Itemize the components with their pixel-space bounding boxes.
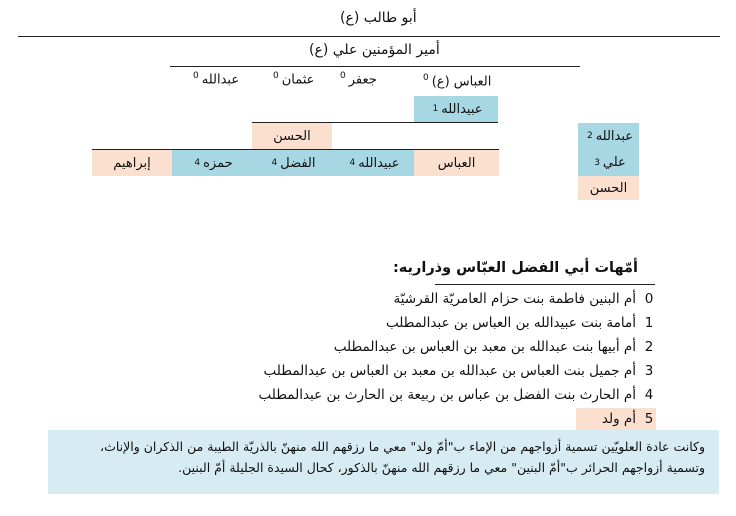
right-ali-box: علي 3 — [578, 149, 639, 176]
list-item: 1أمامة بنت عبيدالله بن العباس بن عبدالمطلب — [385, 315, 654, 331]
row-hamza-box: حمزه 4 — [172, 150, 252, 176]
son-abbas: العباس (ع)$^0$ — [423, 73, 492, 90]
son-uthman: عثمان$^0$ — [273, 71, 315, 88]
list-item: 3أم جميل بنت العباس بن عبدالله بن معبد بن العباس بن عبدالمطلب — [263, 363, 654, 379]
level1-line — [170, 66, 580, 67]
abbas-son-box: عبيدالله 1 — [414, 96, 498, 122]
row-ubaydullah-box: عبيدالله 4 — [332, 150, 414, 176]
hasan-mid-box: الحسن — [252, 123, 332, 149]
list-item-highlight: 5أم ولد — [576, 408, 656, 431]
row-abbas-box: العباس — [414, 150, 499, 176]
list-item: 0أم البنين فاطمة بنت حزام العامريّة القرشيّة — [393, 291, 654, 307]
mothers-heading: أمّهات أبي الفضل العبّاس وذراريه: — [392, 260, 638, 276]
son-abdullah: عبدالله$^0$ — [193, 71, 240, 88]
heading-underline — [435, 284, 655, 285]
right-abdullah-box: عبدالله 2 — [578, 123, 639, 149]
row-fadl-box: الفضل 4 — [252, 150, 332, 176]
note-line-1: وكانت عادة العلويّين تسمية أزواجهم من الإماء ب"أمّ ولد" معي ما رزقهم الله منهنّ بالذريّة الطيبة من الذكران والإناث، — [100, 439, 705, 454]
note-box — [48, 430, 719, 494]
list-item: 4أم الحارث بنت الفضل بن عباس بن ربيعة بن الحارث بن عبدالمطلب — [258, 387, 654, 403]
root-line — [18, 36, 720, 37]
right-hasan-box: الحسن — [578, 176, 639, 200]
list-item: 2أم أبيها بنت عبدالله بن معبد بن العباس بن عبدالمطلب — [333, 339, 654, 355]
root-name: أبو طالب (ع) — [340, 10, 417, 26]
note-line-2: وتسمية أزواجهم الحرائر ب"أمّ البنين" معي ما رزقهم الله منهنّ بالذكور، كحال السيدة الجليلة أمّ البنين. — [178, 460, 705, 475]
son-jafar: جعفر$^0$ — [340, 71, 377, 88]
level1-name: أمير المؤمنين علي (ع) — [309, 42, 440, 58]
row-ibrahim-box: إبراهيم — [92, 150, 172, 176]
